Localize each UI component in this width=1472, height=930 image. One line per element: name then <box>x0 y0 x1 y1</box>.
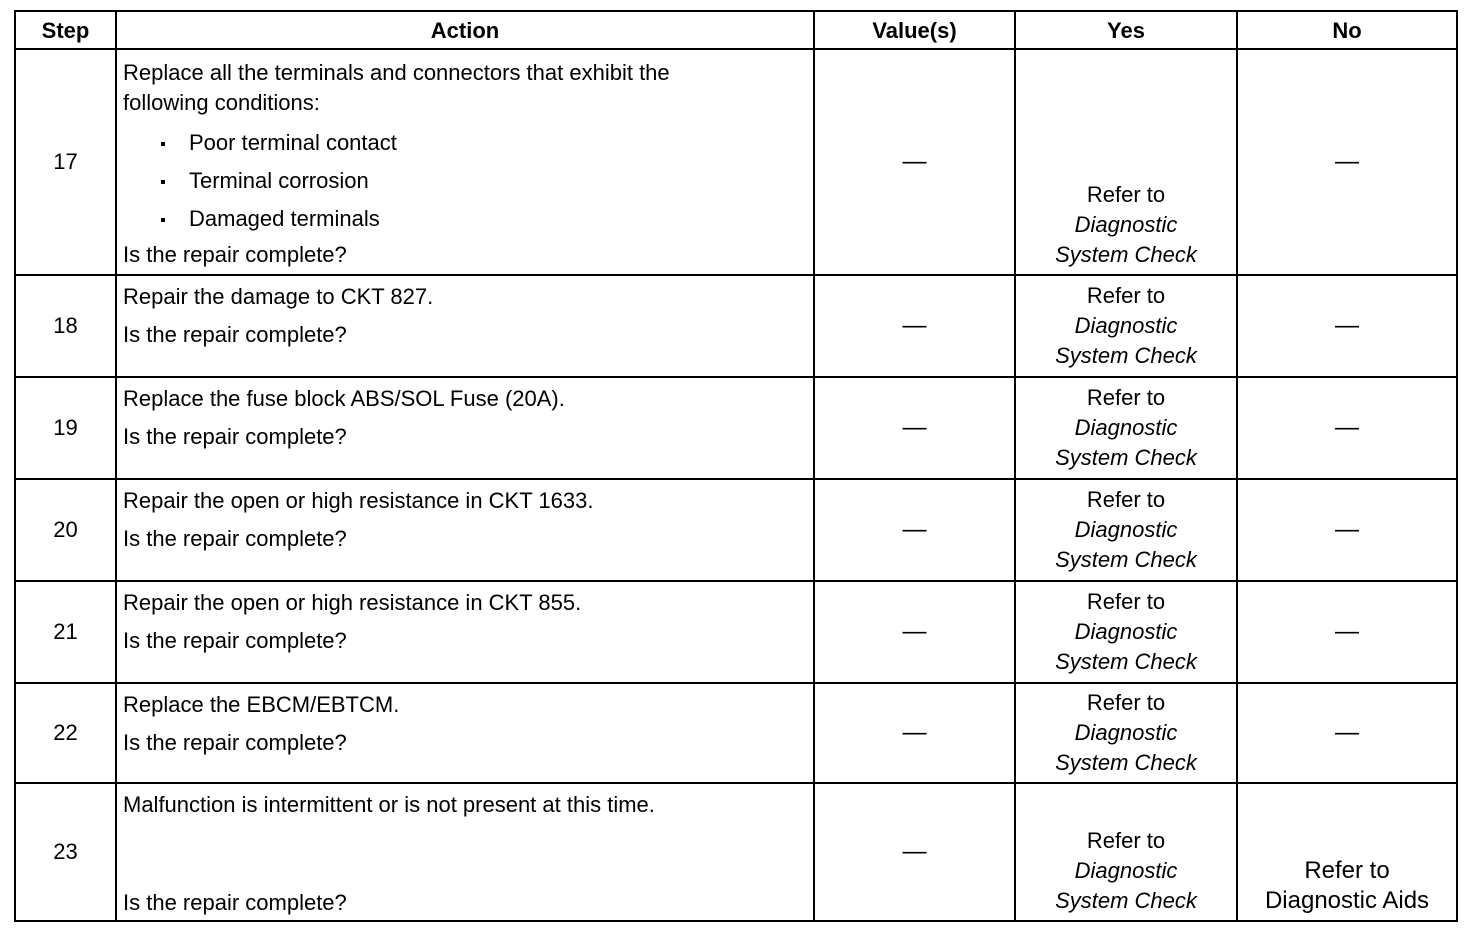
reference-link: Diagnostic <box>1074 415 1178 440</box>
action-cell <box>117 684 815 782</box>
value-cell: — <box>815 784 1016 920</box>
reference-link: System Check <box>1055 649 1197 674</box>
value-cell: — <box>815 684 1016 782</box>
question-text: Is the repair complete? <box>123 890 347 915</box>
yes-cell <box>1016 784 1238 920</box>
question-text: Is the repair complete? <box>123 730 347 755</box>
question-text: Is the repair complete? <box>123 526 347 551</box>
action-cell <box>117 276 815 376</box>
value-cell: — <box>815 480 1016 580</box>
reference-link: Diagnostic <box>1074 517 1178 542</box>
no-cell: — <box>1335 312 1359 339</box>
table-row-17 <box>16 50 1456 276</box>
reference-link: System Check <box>1055 445 1197 470</box>
refer-label: Refer to <box>1086 283 1166 308</box>
header-values: Value(s) <box>815 12 1016 50</box>
step-number: 20 <box>16 480 117 580</box>
action-text: following conditions: <box>123 90 320 115</box>
yes-cell <box>1016 480 1238 580</box>
list-item: Terminal corrosion <box>157 162 805 200</box>
action-cell <box>117 378 815 478</box>
no-cell: — <box>1335 618 1359 645</box>
refer-label: Refer to <box>1086 828 1166 853</box>
refer-label: Refer to <box>1086 385 1166 410</box>
refer-label: Refer to <box>1304 857 1390 884</box>
table-row-18 <box>16 276 1456 378</box>
no-cell <box>1238 784 1456 920</box>
action-text: Replace the EBCM/EBTCM. <box>123 692 400 717</box>
reference-link: Diagnostic <box>1074 720 1178 745</box>
yes-cell <box>1016 50 1238 274</box>
value-cell: — <box>815 582 1016 682</box>
list-item: Poor terminal contact <box>157 124 805 162</box>
reference-link: System Check <box>1055 343 1197 368</box>
yes-cell <box>1016 684 1238 782</box>
reference-link: Diagnostic <box>1074 858 1178 883</box>
table-row-21 <box>16 582 1456 684</box>
yes-cell <box>1016 276 1238 376</box>
action-cell <box>117 582 815 682</box>
refer-label: Refer to <box>1086 182 1166 207</box>
step-number: 19 <box>16 378 117 478</box>
action-text: Repair the open or high resistance in CKT 855. <box>123 590 582 615</box>
step-number: 18 <box>16 276 117 376</box>
step-number: 17 <box>16 50 117 274</box>
question-text: Is the repair complete? <box>123 242 347 267</box>
no-cell: — <box>1335 719 1359 746</box>
table-row-20 <box>16 480 1456 582</box>
reference-link: System Check <box>1055 888 1197 913</box>
action-text: Repair the damage to CKT 827. <box>123 284 434 309</box>
action-text: Replace all the terminals and connectors that exhibit the <box>123 60 670 85</box>
value-cell: — <box>815 378 1016 478</box>
question-text: Is the repair complete? <box>123 424 347 449</box>
header-no: No <box>1332 18 1362 43</box>
question-text: Is the repair complete? <box>123 628 347 653</box>
action-text: Malfunction is intermittent or is not present at this time. <box>123 792 655 817</box>
step-number: 22 <box>16 684 117 782</box>
refer-label: Refer to <box>1086 690 1166 715</box>
header-step: Step <box>16 12 117 50</box>
reference-link: Diagnostic <box>1074 313 1178 338</box>
no-cell: — <box>1335 148 1359 175</box>
action-text: Repair the open or high resistance in CKT 1633. <box>123 488 594 513</box>
yes-cell <box>1016 582 1238 682</box>
action-text: Replace the fuse block ABS/SOL Fuse (20A). <box>123 386 565 411</box>
reference-link: Diagnostic Aids <box>1264 887 1430 914</box>
header-action: Action <box>117 12 815 50</box>
list-item: Damaged terminals <box>157 200 805 238</box>
table-row-22 <box>16 684 1456 784</box>
reference-link: Diagnostic <box>1074 619 1178 644</box>
diagnostic-table <box>14 10 1458 922</box>
table-row-19 <box>16 378 1456 480</box>
action-cell <box>117 50 815 274</box>
reference-link: System Check <box>1055 242 1197 267</box>
condition-list <box>123 124 805 238</box>
table-header-row <box>16 12 1456 50</box>
header-yes: Yes <box>1016 12 1238 50</box>
table-row-23 <box>16 784 1456 920</box>
refer-label: Refer to <box>1086 589 1166 614</box>
question-text: Is the repair complete? <box>123 322 347 347</box>
action-cell <box>117 480 815 580</box>
no-reference <box>1265 856 1429 916</box>
action-cell <box>117 784 815 920</box>
reference-link: System Check <box>1055 547 1197 572</box>
yes-cell <box>1016 378 1238 478</box>
value-cell: — <box>815 50 1016 274</box>
step-number: 21 <box>16 582 117 682</box>
no-cell: — <box>1335 414 1359 441</box>
reference-link: System Check <box>1055 750 1197 775</box>
value-cell: — <box>815 276 1016 376</box>
reference-link: Diagnostic <box>1074 212 1178 237</box>
no-cell: — <box>1335 516 1359 543</box>
step-number: 23 <box>16 784 117 920</box>
refer-label: Refer to <box>1086 487 1166 512</box>
